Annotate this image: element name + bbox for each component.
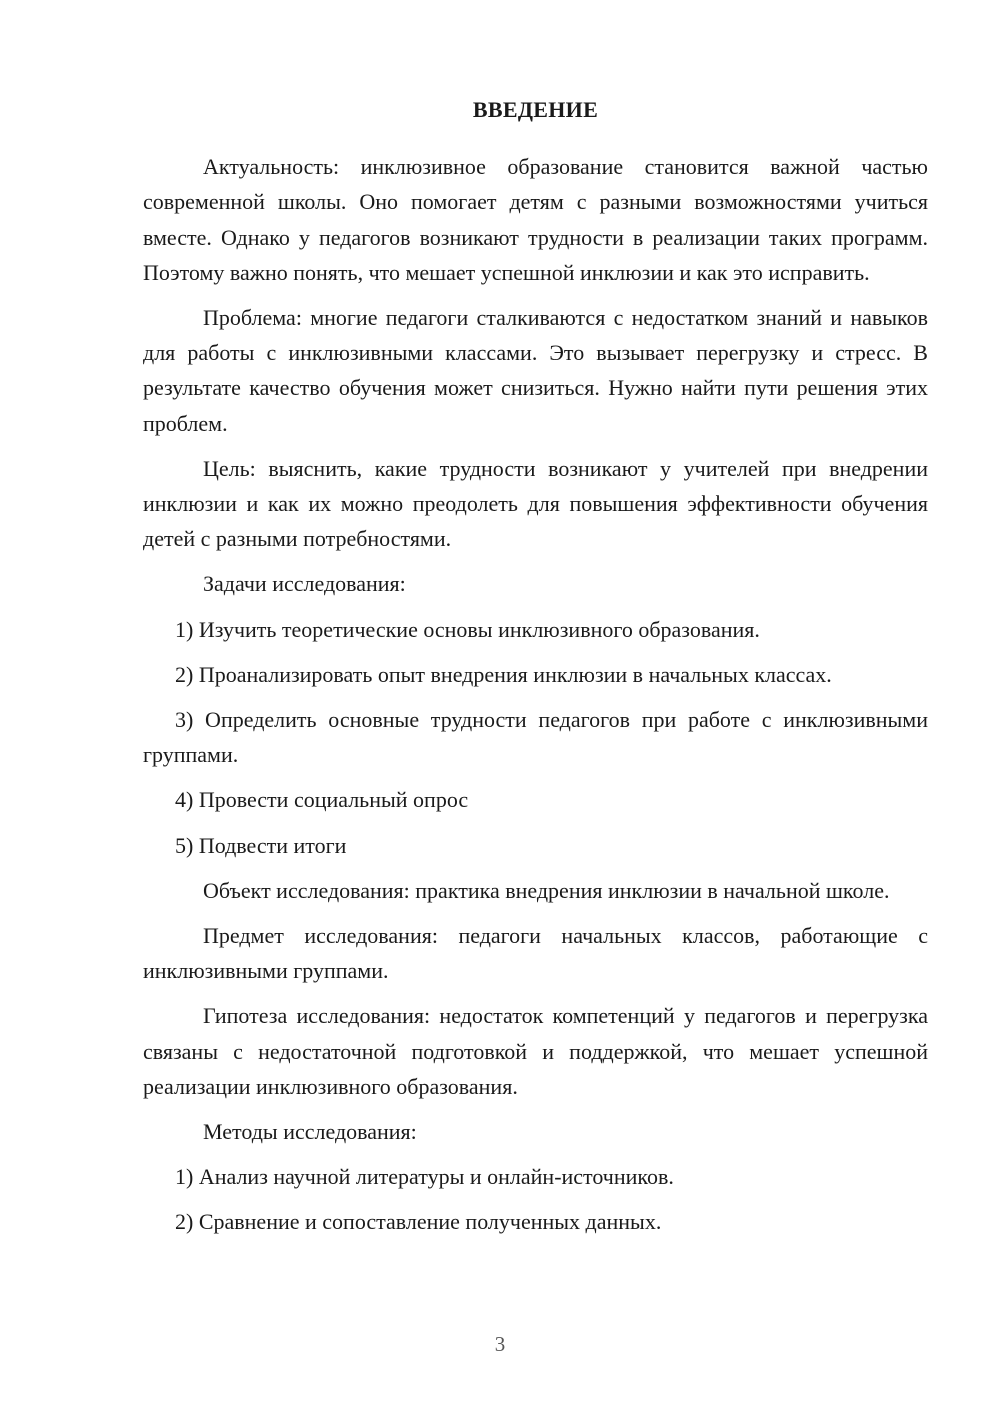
paragraph-problem: Проблема: многие педагоги сталкиваются с недостатком знаний и навыков для работы с инклюзивными классами. Это вызывает перегрузку и стресс. В результате качество обучения может снизиться. Нужно найти пути решения этих проблем. <box>143 305 928 436</box>
task-item-5: 5) Подвести итоги <box>175 832 347 858</box>
task-item-2: 2) Проанализировать опыт внедрения инклюзии в начальных классах. <box>175 661 832 687</box>
method-item-1: 1) Анализ научной литературы и онлайн-источников. <box>175 1164 674 1190</box>
task-item-1: 1) Изучить теоретические основы инклюзивного образования. <box>175 616 760 642</box>
page-title: ВВЕДЕНИЕ <box>472 97 599 122</box>
task-item-3: 3) Определить основные трудности педагогов при работе с инклюзивными группами. <box>143 707 928 768</box>
method-item-2: 2) Сравнение и сопоставление полученных данных. <box>175 1209 662 1235</box>
tasks-heading: Задачи исследования: <box>203 571 406 597</box>
page-number: 3 <box>494 1332 506 1356</box>
paragraph-goal: Цель: выяснить, какие трудности возникают у учителей при внедрении инклюзии и как их можно преодолеть для повышения эффективности обучения детей с разными потребностями. <box>143 455 928 552</box>
methods-heading: Методы исследования: <box>203 1119 417 1145</box>
task-item-4: 4) Провести социальный опрос <box>175 787 469 813</box>
paragraph-object: Объект исследования: практика внедрения инклюзии в начальной школе. <box>203 877 890 903</box>
paragraph-subject: Предмет исследования: педагоги начальных классов, работающие с инклюзивными группами. <box>143 923 928 984</box>
paragraph-relevance: Актуальность: инклюзивное образование становится важной частью современной школы. Оно помогает детям с разными возможностями учиться вместе. Однако у педагогов возникают трудности в реализации таких программ. Поэтому важно понять, что мешает успешной инклюзии и как это исправить. <box>143 154 928 285</box>
document-page <box>143 92 928 1250</box>
paragraph-hypothesis: Гипотеза исследования: недостаток компетенций у педагогов и перегрузка связаны с недостаточной подготовкой и поддержкой, что мешает успешной реализации инклюзивного образования. <box>143 1003 928 1099</box>
